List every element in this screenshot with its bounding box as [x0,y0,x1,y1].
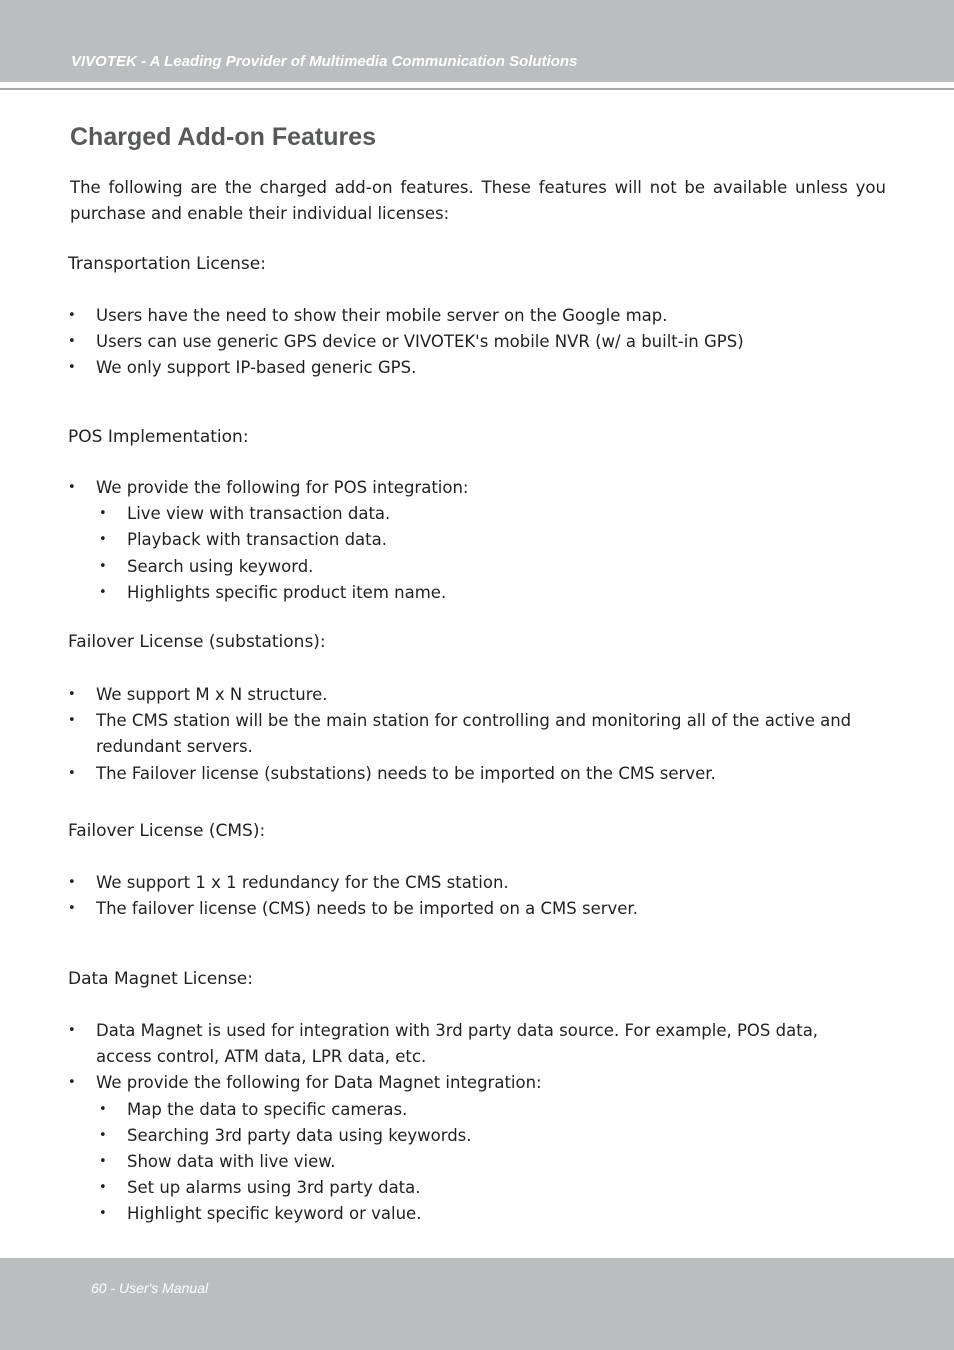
section-heading-transportation: Transportation License: [68,254,266,274]
page-title: Charged Add-on Features [70,123,377,151]
list-item: • We support M x N structure. [68,682,868,708]
list-item: • We support 1 x 1 redundancy for the CMS station. [68,870,868,896]
intro-paragraph [70,175,886,227]
section-heading-failover-substations: Failover License (substations): [68,632,326,652]
list-item: • The failover license (CMS) needs to be imported on a CMS server. [68,896,868,922]
list-item: • Users can use generic GPS device or VIVOTEK's mobile NVR (w/ a built-in GPS) [68,329,868,355]
section-heading-data-magnet: Data Magnet License: [68,969,253,989]
header-divider [0,88,954,90]
transportation-list [68,303,868,382]
list-item: • The CMS station will be the main station for controlling and monitoring all of the active and redundant servers. [68,708,868,760]
section-heading-failover-cms: Failover License (CMS): [68,821,266,841]
sub-list-item: • Highlights specific product item name. [68,580,868,606]
section-heading-pos: POS Implementation: [68,427,249,447]
sub-list-item: • Searching 3rd party data using keywords. [68,1123,868,1149]
list-item: • We provide the following for POS integration: [68,475,868,501]
list-item: • We only support IP-based generic GPS. [68,355,868,381]
list-item: • Data Magnet is used for integration with 3rd party data source. For example, POS data, access control, ATM data, LPR data, etc. [68,1018,868,1070]
pos-list [68,475,868,606]
sub-list-item: • Highlight specific keyword or value. [68,1201,868,1227]
list-item: • We provide the following for Data Magnet integration: [68,1070,868,1096]
sub-list-item: • Show data with live view. [68,1149,868,1175]
header-tagline: VIVOTEK - A Leading Provider of Multimedia Communication Solutions [71,53,578,70]
intro-line-2: purchase and enable their individual licenses: [70,204,450,223]
page-footer [0,1258,954,1350]
sub-list-item: • Search using keyword. [68,554,868,580]
intro-line-1: The following are the charged add-on features. These features will not be available unless you [70,178,886,197]
sub-list-item: • Live view with transaction data. [68,501,868,527]
sub-list-item: • Playback with transaction data. [68,527,868,553]
list-item: • Users have the need to show their mobile server on the Google map. [68,303,868,329]
data-magnet-list [68,1018,868,1228]
sub-list-item: • Map the data to specific cameras. [68,1097,868,1123]
failover-substations-list [68,682,868,787]
failover-cms-list [68,870,868,922]
sub-list-item: • Set up alarms using 3rd party data. [68,1175,868,1201]
footer-page-label: 60 - User's Manual [91,1280,209,1296]
list-item: • The Failover license (substations) needs to be imported on the CMS server. [68,761,868,787]
